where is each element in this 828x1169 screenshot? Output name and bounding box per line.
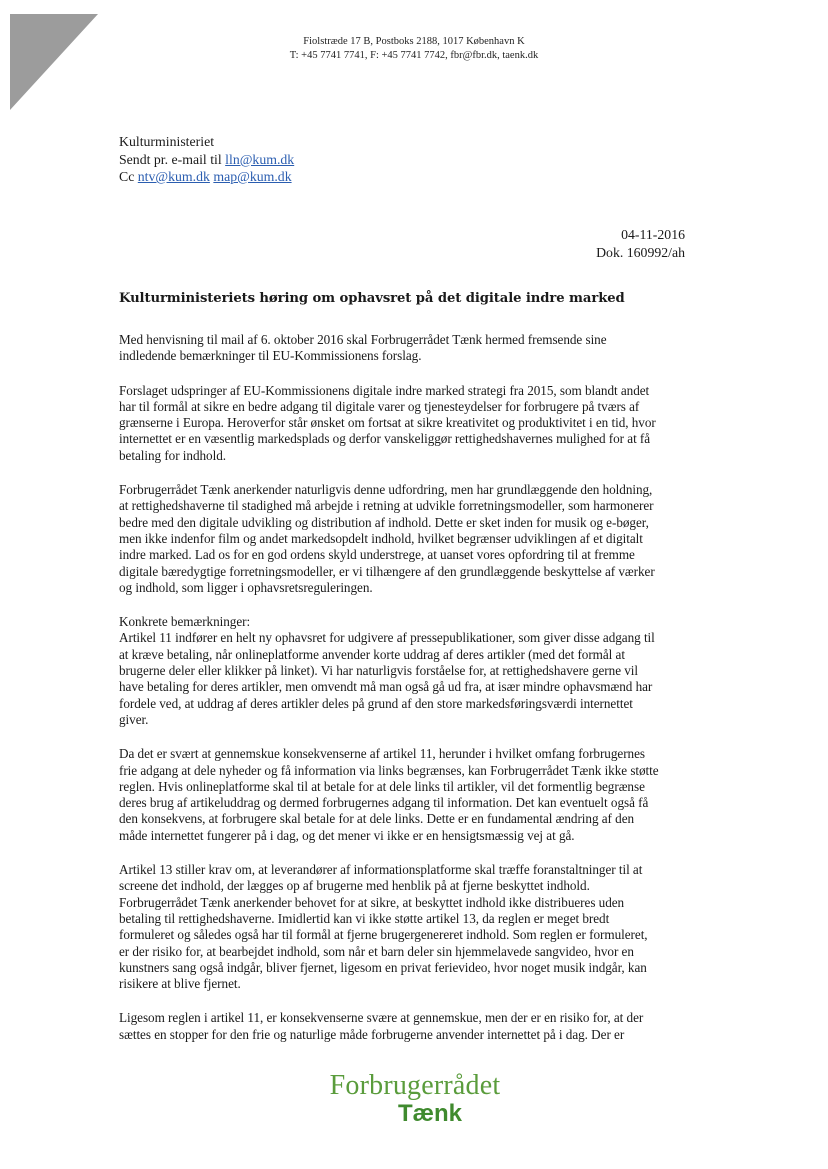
recipient-block <box>119 133 294 186</box>
letter-body <box>119 332 719 1061</box>
sent-email-link[interactable]: lln@kum.dk <box>225 151 295 167</box>
paragraph: Forbrugerrådet Tænk anerkender naturligvis denne udfordring, men har grundlæggende den holdning, at rettighedshaverne til stadighed må arbejde i retning at udvikle forretningsmodeller, som harmonerer bedre med den digitale udvikling og distribution af indhold. Dette er sket inden for musik og e-bøger, men ikke indenfor film og andet markedsopdelt indhold, hvilket begrænser udviklingen af et digitalt indre marked. Lad os for en god ordens skyld understrege, at uanset vores opfordring til at fremme digitale bæredygtige forretningsmodeller, er vi tilhængere af den grundlæggende beskyttelse af værker og indhold, som ligger i ophavsretsreguleringen. <box>119 482 655 595</box>
document-reference: Dok. 160992/ah <box>596 245 685 260</box>
paragraph: Artikel 13 stiller krav om, at leverandører af informationsplatforme skal træffe foranstaltninger til at screene det indhold, der lægges op af brugerne med henblik på at fjerne beskyttet indhold. Forbrugerrådet Tænk anerkender behovet for at sikre, at beskyttet indhold ikke distribueres uden betaling til rettighedshaverne. Imidlertid kan vi ikke støtte artikel 13, da reglen er meget bredt formuleret og således også har til formål at fjerne brugergenereret indhold. Som reglen er formuleret, er der risiko for, at bearbejdet indhold, som når et barn deler sin hjemmelavede sangvideo, hvor en kunstners sang også indgår, bliver fjernet, ligesom en privat ferievideo, hvor noget musik indgår, kan risikere at blive fjernet. <box>119 862 648 992</box>
date-block <box>596 226 685 262</box>
sent-prefix: Sendt pr. e-mail til <box>119 151 226 167</box>
paragraph: Da det er svært at gennemskue konsekvenserne af artikel 11, herunder i hvilket omfang forbrugernes frie adgang at dele nyheder og få information via links begrænses, kan Forbrugerrådet Tænk ikke støtte reglen. Hvis onlineplatforme skal til at betale for at dele links til artikler, vil det formentlig begrænse deres brug af artikeluddrag og dermed forbrugernes adgang til information. Det kan eventuelt også få den konsekvens, at forbrugere skal betale for at dele links. Dette er en fundamental ændring af den måde internettet fungerer på i dag, og det mener vi ikke er en hensigtsmæssig vej at gå. <box>119 746 659 843</box>
paragraph: Forslaget udspringer af EU-Kommissionens digitale indre marked strategi fra 2015, som blandt andet har til formål at sikre en bedre adgang til digitale varer og tjenesteydelser for forbrugere på tværs af grænserne i Europa. Heroverfor står ønsket om fortsat at sikre kreativitet og produktivitet i en tid, hvor internettet er en væsentlig markedsplads og derfor vanskeliggør rettighedshavernes mulighed for at få betaling for indhold. <box>119 382 656 463</box>
paragraph: Med henvisning til mail af 6. oktober 2016 skal Forbrugerrådet Tænk hermed fremsende sine indledende bemærkninger til EU-Kommissionens forslag. <box>119 332 607 364</box>
letter-title: Kulturministeriets høring om ophavsret på det digitale indre marked <box>119 291 625 306</box>
letter-date: 04-11-2016 <box>621 227 685 242</box>
cc-email-link-2[interactable]: map@kum.dk <box>213 169 292 184</box>
forbrugerraadet-logo <box>300 1071 530 1127</box>
paragraph: Konkrete bemærkninger: Artikel 11 indfører en helt ny ophavsret for udgivere af pressepublikationer, som giver disse adgang til at kræve betaling, når onlineplatforme anvender korte uddrag af deres artikler (med det formål at brugerne deler eller klikker på linket). Vi har naturligvis forståelse for, at rettighedshavere gerne vil have betaling for deres artikler, men omvendt må man også gå ud fra, at især mindre ophavsmænd har fordele ved, at uddrag af deres artikler deles på grund af den store markedsføringsværdi internettet giver. <box>119 614 655 727</box>
cc-email-link-1[interactable]: ntv@kum.dk <box>137 169 210 184</box>
letterhead-address: Fiolstræde 17 B, Postboks 2188, 1017 København K <box>303 36 525 47</box>
paragraph: Ligesom reglen i artikel 11, er konsekvenserne svære at gennemskue, men der er en risiko for, at der sættes en stopper for den frie og naturlige måde forbrugerne anvender internettet på i dag. Der er <box>119 1010 644 1042</box>
cc-line <box>119 168 294 186</box>
logo-name: Forbrugerrådet <box>329 1070 501 1101</box>
logo-sub: Tænk <box>397 1100 462 1127</box>
recipient-name: Kulturministeriet <box>119 134 215 149</box>
sent-line <box>119 151 294 169</box>
letterhead-contact: T: +45 7741 7741, F: +45 7741 7742, fbr@fbr.dk, taenk.dk <box>289 50 539 61</box>
cc-prefix: Cc <box>119 169 138 184</box>
